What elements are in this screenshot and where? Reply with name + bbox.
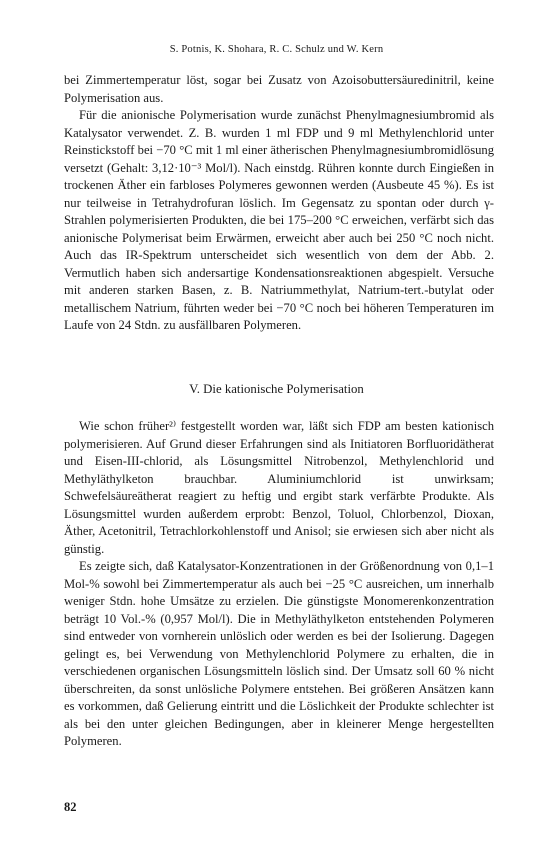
section-title: V. Die kationische Polymerisation	[189, 382, 364, 396]
text-block-cationic	[64, 418, 494, 751]
paragraph: Es zeigte sich, daß Katalysator-Konzentrationen in der Größenordnung von 0,1–1 Mol-% sowohl bei Zimmertemperatur als auch bei −25 °C ausreichen, um innerhalb weniger Stdn. hohe Umsätze zu erzielen. Die günstigste Monomerenkonzentration beträgt 10 Vol.-% (0,957 Mol/l). Die in Methyläthylketon entstehenden Polymeren sind entweder von vornherein unlöslich oder werden es bei der Isolierung. Dagegen gelingt es, bei Verwendung von Methylenchlorid Polymere zu erhalten, die in verschiedenen organischen Lösungsmitteln löslich sind. Der Umsatz soll 60 % nicht überschreiten, da sonst unlösliche Polymere entstehen. Bei größeren Ansätzen kann es vorkommen, daß Gelierung eintritt und die Löslichkeit der Produkte schlechter ist als bei den unter gleichen Bedingungen, aber in kleinerer Menge hergestellten Polymeren.	[64, 559, 494, 748]
paragraph: Für die anionische Polymerisation wurde zunächst Phenylmagnesiumbromid als Katalysator verwendet. Z. B. wurden 1 ml FDP und 9 ml Methylenchlorid unter Reinstickstoff bei −70 °C mit 1 ml einer ätherischen Phenylmagnesiumbromidlösung versetzt (Gehalt: 3,12·10⁻³ Mol/l). Nach einstdg. Rühren konnte durch Eingießen in trockenen Äther ein farbloses Polymeres gewonnen werden (Ausbeute 45 %). Es ist nur teilweise in Tetrahydrofuran löslich. Im Gegensatz zu spontan oder durch γ-Strahlen polymerisierten Produkten, die bei 175–200 °C erweichen, verfärbt sich das anionische Polymerisat beim Erwärmen, erweicht aber auch bei 250 °C noch nicht. Auch das IR-Spektrum unterscheidet sich wesentlich von dem der Abb. 2. Vermutlich haben sich andersartige Kondensationsreaktionen abgespielt. Versuche mit anderen starken Basen, z. B. Natriummethylat, Natrium-tert.-butylat oder metallischem Natrium, führten weder bei −70 °C noch bei höheren Temperaturen im Laufe von 24 Stdn. zu ausfällbaren Polymeren.	[64, 108, 494, 332]
paragraph: bei Zimmertemperatur löst, sogar bei Zusatz von Azoisobuttersäuredinitril, keine Polymerisation aus.	[64, 73, 494, 105]
running-header: S. Potnis, K. Shohara, R. C. Schulz und W. Kern	[169, 44, 384, 55]
page-number: 82	[64, 800, 77, 814]
text-block-anionic	[64, 72, 494, 335]
paragraph: Wie schon früher²⁾ festgestellt worden war, läßt sich FDP am besten kationisch polymerisieren. Auf Grund dieser Erfahrungen sind als Initiatoren Borfluoridätherat und Eisen-III-chlorid, als Lösungsmittel Nitrobenzol, Methylenchlorid und Methyläthylketon brauchbar. Aluminiumchlorid ist unwirksam; Schwefelsäureätherat reagiert zu heftig und ergibt stark verfärbte Produkte. Als Lösungsmittel wurden außerdem erprobt: Benzol, Toluol, Chlorbenzol, Dioxan, Äther, Acetonitril, Tetrachlorkohlenstoff und Anisol; sie erwiesen sich aber nicht als günstig.	[64, 419, 494, 556]
